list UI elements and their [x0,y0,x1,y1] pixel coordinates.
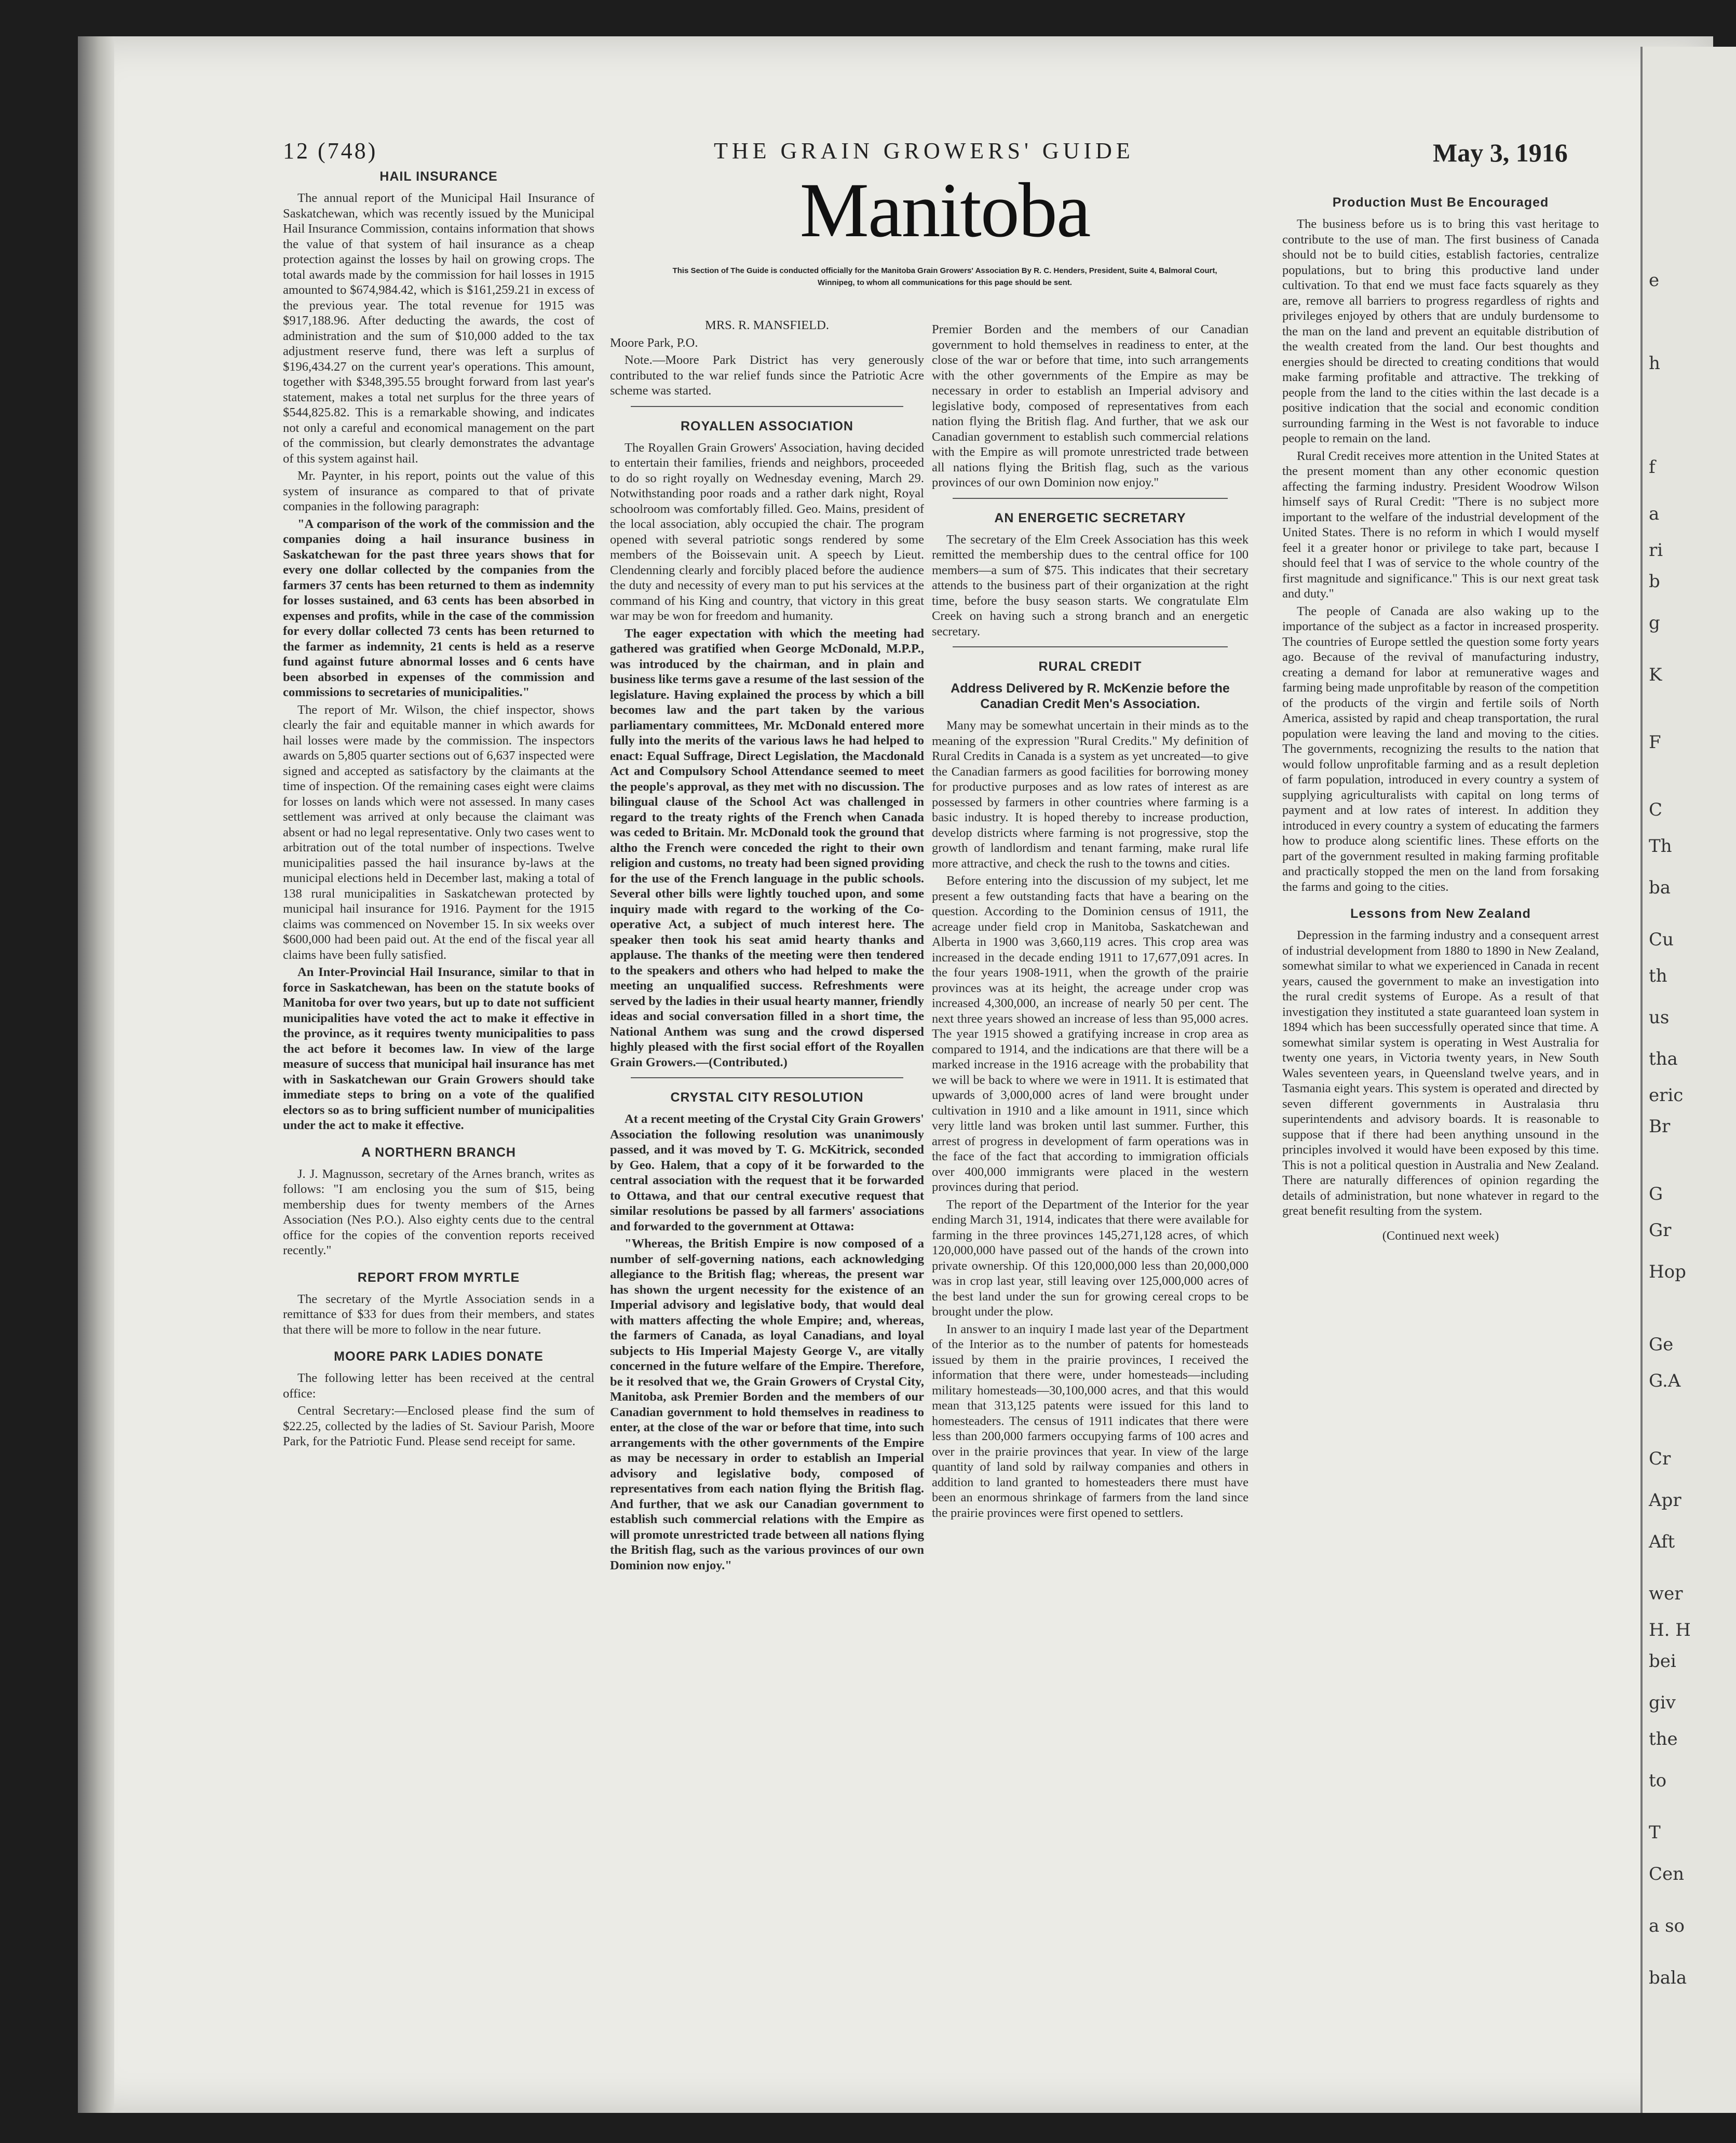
adjacent-page-fragment: a [1649,504,1660,524]
adjacent-page-strip [1640,47,1736,2113]
royallen-paragraph: The Royallen Grain Growers' Association, having decided to entertain their families, friends and neighbors, proceeded to do so right royally on Wednesday evening, March 29. Notwithstanding poor roads and a rather dark night, Royal schoolroom was comfortably filled. Geo. Mains, president of the local association, ably occupied the chair. The program opened with several patriotic songs rendered by some members of the Boissevain unit. A speech by Lieut. Clendenning clearly and forcibly placed before the audience the duty and necessity of every man to put his services at the command of his King and country, that victory in this great war may be won for freedom and humanity. [610,440,924,623]
northern-heading: A NORTHERN BRANCH [361,1145,516,1160]
adjacent-page-fragment: b [1649,571,1660,592]
adjacent-page-fragment: eric [1649,1085,1684,1106]
rural-paragraph: Before entering into the discussion of my subject, let me present a few outstanding facts that have a bearing on the question. According to the Dominion census of 1911, the acreage under field crop in Manitoba, Saskatchewan and Alberta in 1900 was 3,660,119 acres. This crop area was increased in the decade ending 1911 to 17,677,091 acres. In the four years 1908-1911, when the growth of the prairie provinces was at its height, the acreage under crop was increased 4,300,000, an increase of nearly 50 per cent. The next three years showed an increase of less than 95,000 acres. The year 1915 showed a gratifying increase in crop area as compared to 1914, and the indications are that there will be a marked increase in the 1916 acreage with the probability that we will be back to where we were in 1911. It is estimated that upwards of 3,000,000 acres of land were brought under cultivation in 1910 and a like amount in 1911, since which very little land was broken until last summer. Further, this arrest of progress in development of farm operations was in the face of the fact that according to immigration officials over 400,000 immigrants were placed in the western provinces during that period. [932,874,1249,1194]
adjacent-page-fragment: wer [1649,1583,1683,1604]
column-4 [1282,195,1599,2043]
column-1 [283,169,594,1944]
hail-paragraph: Mr. Paynter, in his report, points out the value of this system of insurance as compared to that of private companies in the following paragraph: [283,469,594,513]
adjacent-page-fragment: G [1649,1184,1663,1204]
rural-paragraph: Many may be somewhat uncertain in their minds as to the meaning of the expression "Rural Credits." My definition of Rural Credits in Canada is a system as yet uncreated—to give the Canadian farmers as good facilities for borrowing money for productive purposes and as low rates of interest as are possessed by farmers in other countries where farming is a basic industry. It is hoped thereby to increase production, develop districts where farming is not progressive, stop the growth of landlordism and tenant farming, make rural life more attractive, and check the rush to the towns and cities. [932,718,1249,871]
adjacent-page-fragment: h [1649,353,1660,374]
adjacent-page-fragment: giv [1649,1692,1676,1713]
column-3 [932,322,1249,2082]
adjacent-page-fragment: ba [1649,877,1671,898]
rural-paragraph: In answer to an inquiry I made last year of the Department of the Interior as to the number of patents for homesteads issued by them in the prairie provinces, I received the information that there were, under homesteads—including military homesteads—30,100,000 acres, and that this would mean that 313,125 patents were issued for this land to homesteaders. The census of 1911 indicates that there were less than 200,000 farmers occupying farms of 100 acres and over in the prairie provinces that year. In view of the large quantity of land sold by railway companies and others in addition to land granted to homesteaders there must have been an enormous shrinkage of farmers from the land since the prairie provinces were first opened to settlers. [932,1322,1249,1520]
newspaper-title: THE GRAIN GROWERS' GUIDE [714,138,1134,164]
divider [953,646,1228,647]
northern-paragraph: J. J. Magnusson, secretary of the Arnes branch, writes as follows: "I am enclosing you the sum of $15, being membership dues for twenty members of the Arnes Association (Nes P.O.). Also eighty cents due to the central office for the copies of the convention reports received recently." [283,1167,594,1257]
adjacent-page-fragment: Aft [1649,1531,1675,1552]
adjacent-page-fragment: Gr [1649,1220,1672,1241]
hail-heading: HAIL INSURANCE [379,169,498,184]
adjacent-page-fragment: bala [1649,1968,1687,1988]
royallen-heading: ROYALLEN ASSOCIATION [681,418,853,433]
adjacent-page-fragment: T [1649,1822,1661,1843]
elmcreek-heading: AN ENERGETIC SECRETARY [994,510,1186,525]
adjacent-page-fragment: th [1649,966,1667,986]
hail-paragraph: An Inter-Provincial Hail Insurance, similar to that in force in Saskatchewan, has been on the statute books of Manitoba for over two years, but up to date not sufficient municipalities have voted the act to make it effective in the province, as it requires twenty municipalities to pass the act before it becomes law. In view of the large measure of success that municipal hail insurance has met with in Saskatchewan our Grain Growers should take immediate steps to bring on a vote of the qualified electors so as to bring sufficient number of municipalities under the act to make it effective. [283,965,594,1132]
adjacent-page-fragment: C [1649,799,1663,820]
adjacent-page-fragment: Cen [1649,1864,1685,1884]
adjacent-page-fragment: H. H [1649,1620,1691,1640]
left-binding-edge [78,36,114,2113]
section-note: This Section of The Guide is conducted officially for the Manitoba Grain Growers' Association By R. C. Henders, President, Suite 4, Balmoral Court, Winnipeg, to whom all communications for this page should be sent. [672,266,1217,287]
hail-paragraph: The report of Mr. Wilson, the chief inspector, shows clearly the fair and equitable manner in which awards for hail losses were made by the commission. The inspectors awards on 5,805 quarter sections out of 6,637 inspected were signed and accepted as satisfactory by the claimants at the time of inspection. Of the remaining cases eight were claims for losses on lands which were not assessed. In many cases settlement was arrived at only because the claimant was absent or had no legal representative. Only two cases went to arbitration out of the total number of inspections. Twelve municipalities passed the hail insurance by-laws at the municipal elections held in December last, making a total of 138 rural municipalities in Saskatchewan protected by municipal hail insurance for 1916. Payment for the 1915 claims was commenced on November 15. In six weeks over $600,000 had been paid out. At the end of the fiscal year all claims have been fully satisfied. [283,702,594,962]
moorepark-letter: Central Secretary:—Enclosed please find the sum of $22.25, collected by the ladies of St. Saviour Parish, Moore Park, for the Patriotic Fund. Please send receipt for same. [283,1404,594,1448]
adjacent-page-fragment: tha [1649,1049,1678,1069]
adjacent-page-fragment: a so [1649,1916,1685,1936]
adjacent-page-fragment: bei [1649,1651,1676,1672]
rural-heading: RURAL CREDIT [1038,659,1142,674]
crystal-paragraph: At a recent meeting of the Crystal City Grain Growers' Association the following resolution was unanimously passed, and it was moved by T. G. McKitrick, seconded by Geo. Halem, that a copy of it be forwarded to the central association with the request that it be forwarded to Ottawa, and that our central executive request that similar resolutions be passed by all farmers' associations and forwarded to the government at Ottawa: [610,1112,924,1233]
elmcreek-paragraph: The secretary of the Elm Creek Association has this week remitted the membership dues to the central office for 100 members—a sum of $75. This indicates that their secretary attends to the business part of their organization at the right time, before the busy season starts. We congratulate Elm Creek on having such a strong branch and an energetic secretary. [932,532,1249,639]
royallen-paragraph: The eager expectation with which the meeting had gathered was gratified when George McDonald, M.P.P., was introduced by the chairman, and in plain and business like terms gave a resume of the last session of the legislature. Having explained the process by which a bill becomes law and the part taken by the various parliamentary committees, Mr. McDonald entered more fully into the merits of the various laws he had helped to enact: Equal Suffrage, Direct Legislation, the Macdonald Act and Compulsory School Attendance seemed to meet the people's approval, as they met with no discussion. The bilingual clause of the School Act was challenged in regard to the treaty rights of the French when Canada was ceded to Britain. Mr. McDonald took the ground that altho the French were conceded the right to their own religion and customs, no treaty had been signed providing for the use of the French language in the public schools. Several other bills were lightly touched upon, and some inquiry made with regard to the working of the Co-operative Act, a subject of much interest here. The speaker then took his seat amid hearty thanks and applause. The thanks of the meeting were then tendered to the speakers and others who had helped to make the meeting an unqualified success. Refreshments were served by the ladies in their usual hearty manner, friendly ideas and social conversation filled in a short time, the National Anthem was sung and the crowd dispersed highly pleased with the first social effort of the Royallen Grain Growers.—(Contributed.) [610,626,924,1069]
zealand-paragraph: Depression in the farming industry and a consequent arrest of industrial development from 1880 to 1890 in New Zealand, somewhat similar to what we experienced in Canada in recent years, caused the government to make an investigation into the rural credit systems of Europe. As a result of that investigation they instituted a state guaranteed loan system in 1894 which has been successfully operated since that time. A somewhat similar system is operating in West Australia for twenty one years, in Victoria twenty years, in New South Wales seventeen years, in Queensland twelve years, and in Tasmania eight years. This system is operated and directed by seven different governments in Australasia thru superintendents and advisory boards. It is reasonable to suppose that if there had been anything unsound in the principles involved it would have been exposed by this time. This is not a political question in Australia and New Zealand. There are naturally differences of opinion regarding the details of administration, but none whatever in regard to the great benefit resulting from the system. [1282,928,1599,1218]
zealand-heading: Lessons from New Zealand [1350,906,1531,921]
adjacent-page-fragment: the [1649,1729,1678,1749]
moorepark-heading: MOORE PARK LADIES DONATE [334,1349,544,1364]
continued-note: (Continued next week) [1382,1228,1499,1243]
adjacent-page-fragment: us [1649,1007,1670,1028]
adjacent-page-fragment: G.A [1649,1371,1681,1391]
adjacent-page-fragment: Ge [1649,1334,1674,1355]
divider [631,1077,903,1078]
adjacent-page-fragment: Cu [1649,929,1674,950]
rural-subheading: Address Delivered by R. McKenzie before the Canadian Credit Men's Association. [951,681,1230,711]
divider [631,406,903,407]
adjacent-page-fragment: F [1649,732,1661,753]
hail-quote: "A comparison of the work of the commission and the companies doing a hail insurance business in Saskatchewan for the past three years shows that for every one dollar collected by the companies from the farmers 37 cents has been returned to them as indemnity for losses sustained, and 63 cents has been absorbed in expenses and profits, while in the case of the commission for every dollar collected 73 cents has been returned to the farmer as indemnity, 21 cents is held as a reserve fund against future abnormal losses and 6 cents have been absorbed in expenses of the commission and commissions to secretaries of municipalities." [283,517,594,699]
adjacent-page-fragment: f [1649,457,1656,478]
moorepark-paragraph: The following letter has been received at the central office: [283,1371,594,1401]
adjacent-page-fragment: Cr [1649,1448,1671,1469]
adjacent-page-fragment: Th [1649,836,1672,857]
production-paragraph: Rural Credit receives more attention in the United States at the present moment than any other economic question affecting the farming industry. President Woodrow Wilson himself says of Rural Credit: "There is no subject more important to the welfare of the industrial development of the United States. There is no reform in which I would myself feel it a greater honor or privilege to take part, because I should feel that I was of service to the whole country of the first magnitude and significance." This is our next great task and duty." [1282,449,1599,601]
myrtle-paragraph: The secretary of the Myrtle Association sends in a remittance of $33 for dues from their members, and states that there will be more to follow in the near future. [283,1292,594,1337]
production-paragraph: The business before us is to bring this vast heritage to contribute to the use of man. The first business of Canada should not be to build cities, establish factories, centralize populations, but to bring this productive land under cultivation. To that end we must face facts squarely as they are, remove all barriers to progress regardless of rights and privileges enjoyed by others that are unduly burdensome to the man on the land and prevent an equitable distribution of the wealth created from the land. Our best thoughts and energies should be directed to creating conditions that would make farming profitable and attractive. The trekking of people from the land to the cities within the last decade is a positive indication that the social and economic condition surrounding farming in the West is not favorable to induce people to remain on the land. [1282,217,1599,445]
hail-paragraph: The annual report of the Municipal Hail Insurance of Saskatchewan, which was recently issued by the Municipal Hail Insurance Commission, contains information that shows the value of that system of hail insurance as a cheap protection against the losses by hail on growing crops. The total awards made by the commission for hail losses in 1915 amounted to $674,984.42, which is $161,259.21 in excess of the previous year. The total revenue for 1915 was $917,188.96. After deducting the awards, the cost of administration and the sum of $10,000 added to the tax adjustment reserve fund, there was left a surplus of $196,434.27 on the current year's operations. This amount, together with $348,395.55 brought forward from last year's statement, makes a total net surplus for the three years of $544,825.82. This is a remarkable showing, and indicates not only a careful and economical management on the part of the commission, but clearly demonstrates the advantage of this system against hail. [283,191,594,466]
moorepark-note: Note.—Moore Park District has very generously contributed to the war relief funds since the Patriotic Acre scheme was started. [610,353,924,398]
crystal-resolution: "Whereas, the British Empire is now composed of a number of self-governing nations, each acknowledging allegiance to the British flag; whereas, the present war has shown the urgent necessity for the existence of an Imperial advisory and legislative body, that would deal with matters affecting the whole Empire; and, whereas, the farmers of Canada, as loyal Canadians, and loyal subjects to His Imperial Majesty George V., are vitally concerned in the future welfare of the Empire. Therefore, be it resolved that we, the Grain Growers of Crystal City, Manitoba, ask Premier Borden and the members of our Canadian government to hold themselves in readiness to enter, at the close of the war or before that time, into such arrangements with the other governments of the Empire as may be necessary in order to establish an Imperial advisory and legislative body, composed of representatives from each nation flying the British flag. And further, that we ask our Canadian government to establish such commercial relations with the Empire as will promote unrestricted trade between all nations flying the British flag, such as the various provinces of our own Dominion now enjoy." [610,1237,924,1572]
production-paragraph: The people of Canada are also waking up to the importance of the subject as a factor in increased prosperity. The countries of Europe settled the question some forty years ago. Because of the revival of manufacturing industry, creating a demand for labor at remunerative wages and farming being made unprofitable by reason of the competition of the products of the virgin and fertile soils of North America, assisted by rapid and cheap transportation, the rural population were leaving the land and moving to the cities. The governments, recognizing the results to the nation that would follow unprofitable farming and as a result depletion of farm population, introduced in every country a system of supplying agriculturalists with capital on long terms of payment and at low rates of interest. In addition they introduced in every country a system of educating the farmers how to produce along scientific lines. These efforts on the part of the government resulted in making farming profitable and practically stopped the men on the land from forsaking the farms and going to the cities. [1282,604,1599,894]
rural-paragraph: The report of the Department of the Interior for the year ending March 31, 1914, indicates that there were available for farming in the three provinces 145,271,128 acres, of which 120,000,000 have passed out of the hands of the crown into private ownership. Of this 120,000,000 less than 20,000,000 was in crop last year, still leaving over 125,000,000 acres of the best land under the sun for growing cereal crops to be brought under the plow. [932,1197,1249,1319]
adjacent-page-fragment: K [1649,664,1662,685]
myrtle-heading: REPORT FROM MYRTLE [357,1270,520,1285]
issue-date: May 3, 1916 [1433,138,1568,167]
adjacent-page-fragment: Hop [1649,1262,1686,1282]
adjacent-page-fragment: e [1649,270,1660,291]
adjacent-page-fragment: to [1649,1770,1667,1791]
divider [953,498,1228,499]
adjacent-page-fragment: Apr [1649,1490,1681,1511]
moorepark-place: Moore Park, P.O. [610,335,698,350]
column-2 [610,318,924,2078]
adjacent-page-fragment: g [1649,613,1660,633]
moorepark-signature: MRS. R. MANSFIELD. [705,318,829,332]
section-title: Manitoba [799,167,1090,253]
adjacent-page-fragment: ri [1649,540,1663,561]
production-heading: Production Must Be Encouraged [1332,195,1549,210]
crystal-resolution-continued: Premier Borden and the members of our Canadian government to hold themselves in readiness to enter, at the close of the war or before that time, into such arrangements with the other governments of the Empire as may be necessary in order to establish an Imperial advisory and legislative body, composed of representatives from each nation flying the British flag. And further, that we ask our Canadian government to establish such commercial relations with the Empire as will promote unrestricted trade between all nations flying the British flag, such as the various provinces of our own Dominion now enjoy.'' [932,322,1249,490]
page-number: 12 (748) [283,138,378,164]
crystal-heading: CRYSTAL CITY RESOLUTION [670,1090,864,1105]
adjacent-page-fragment: Br [1649,1116,1671,1137]
